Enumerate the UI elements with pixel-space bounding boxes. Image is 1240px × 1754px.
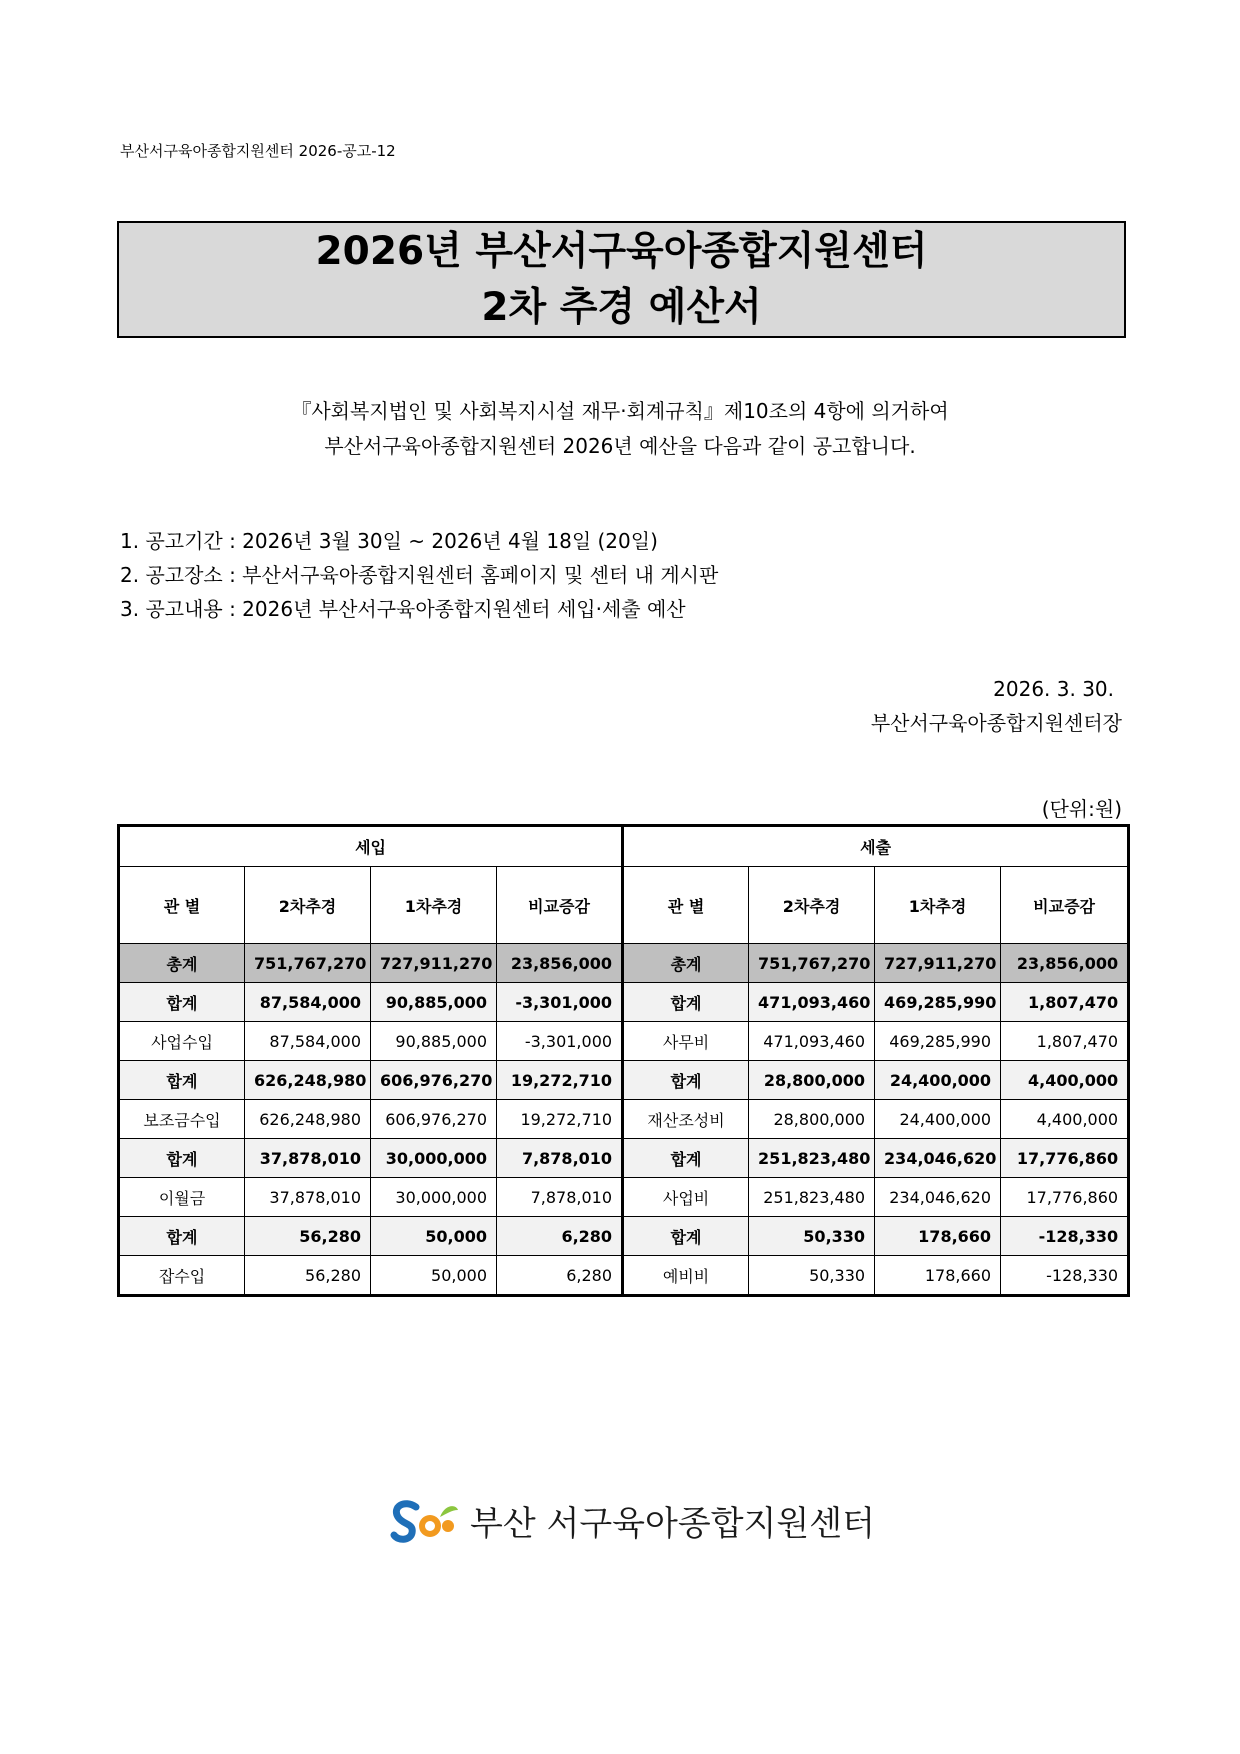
title-box [117,221,1126,338]
expense-first-revision-cell: 24,400,000 [875,1100,1001,1139]
table-row [119,1139,1129,1178]
expense-col-second-revision: 2차추경 [749,867,875,944]
expense-col-category: 관 별 [623,867,749,944]
expense-second-revision-cell: 471,093,460 [749,1022,875,1061]
expense-category-cell: 합계 [623,1217,749,1256]
expense-first-revision-cell: 24,400,000 [875,1061,1001,1100]
table-row [119,1022,1129,1061]
revenue-category-cell: 합계 [119,983,245,1022]
table-row [119,1217,1129,1256]
revenue-group-header: 세입 [119,826,623,867]
revenue-difference-cell: 19,272,710 [497,1100,623,1139]
center-logo-icon [390,1495,460,1545]
expense-category-cell: 합계 [623,983,749,1022]
expense-difference-cell: 1,807,470 [1001,983,1129,1022]
revenue-second-revision-cell: 626,248,980 [245,1100,371,1139]
revenue-second-revision-cell: 87,584,000 [245,1022,371,1061]
expense-difference-cell: 4,400,000 [1001,1100,1129,1139]
expense-category-cell: 사업비 [623,1178,749,1217]
notice-date: 2026. 3. 30. [993,677,1114,701]
revenue-difference-cell: -3,301,000 [497,983,623,1022]
intro-line-1: 『사회복지법인 및 사회복지시설 재무·회계규칙』제10조의 4항에 의거하여 [291,399,949,423]
title-line-1: 2026년 부산서구육아종합지원센터 [315,228,928,274]
document-number: 부산서구육아종합지원센터 2026-공고-12 [120,142,396,160]
expense-second-revision-cell: 471,093,460 [749,983,875,1022]
revenue-second-revision-cell: 751,767,270 [245,944,371,983]
date-signature-block [871,672,1122,740]
revenue-category-cell: 총계 [119,944,245,983]
table-row [119,983,1129,1022]
revenue-category-cell: 사업수입 [119,1022,245,1061]
expense-first-revision-cell: 178,660 [875,1217,1001,1256]
revenue-difference-cell: 7,878,010 [497,1139,623,1178]
revenue-col-category: 관 별 [119,867,245,944]
expense-first-revision-cell: 727,911,270 [875,944,1001,983]
intro-line-2: 부산서구육아종합지원센터 2026년 예산을 다음과 같이 공고합니다. [324,434,916,458]
expense-first-revision-cell: 234,046,620 [875,1178,1001,1217]
revenue-difference-cell: 7,878,010 [497,1178,623,1217]
revenue-col-second-revision: 2차추경 [245,867,371,944]
revenue-second-revision-cell: 56,280 [245,1217,371,1256]
notice-item-content: 3. 공고내용 : 2026년 부산서구육아종합지원센터 세입·세출 예산 [120,597,686,621]
table-row [119,1061,1129,1100]
expense-second-revision-cell: 28,800,000 [749,1061,875,1100]
notice-item-place: 2. 공고장소 : 부산서구육아종합지원센터 홈페이지 및 센터 내 게시판 [120,563,719,587]
revenue-first-revision-cell: 30,000,000 [371,1178,497,1217]
revenue-first-revision-cell: 606,976,270 [371,1061,497,1100]
expense-difference-cell: 4,400,000 [1001,1061,1129,1100]
expense-second-revision-cell: 28,800,000 [749,1100,875,1139]
expense-first-revision-cell: 178,660 [875,1256,1001,1296]
expense-first-revision-cell: 234,046,620 [875,1139,1001,1178]
revenue-category-cell: 합계 [119,1139,245,1178]
expense-category-cell: 재산조성비 [623,1100,749,1139]
expense-difference-cell: -128,330 [1001,1217,1129,1256]
expense-difference-cell: 1,807,470 [1001,1022,1129,1061]
revenue-difference-cell: -3,301,000 [497,1022,623,1061]
revenue-second-revision-cell: 37,878,010 [245,1178,371,1217]
revenue-second-revision-cell: 626,248,980 [245,1061,371,1100]
revenue-first-revision-cell: 727,911,270 [371,944,497,983]
notice-item-period: 1. 공고기간 : 2026년 3월 30일 ~ 2026년 4월 18일 (20일) [120,529,658,553]
revenue-second-revision-cell: 37,878,010 [245,1139,371,1178]
expense-category-cell: 합계 [623,1139,749,1178]
revenue-category-cell: 합계 [119,1217,245,1256]
revenue-second-revision-cell: 56,280 [245,1256,371,1296]
expense-category-cell: 합계 [623,1061,749,1100]
expense-group-header: 세출 [623,826,1129,867]
expense-first-revision-cell: 469,285,990 [875,983,1001,1022]
expense-difference-cell: -128,330 [1001,1256,1129,1296]
revenue-first-revision-cell: 606,976,270 [371,1100,497,1139]
title-line-2: 2차 추경 예산서 [481,284,762,330]
expense-category-cell: 총계 [623,944,749,983]
revenue-category-cell: 보조금수입 [119,1100,245,1139]
revenue-first-revision-cell: 50,000 [371,1256,497,1296]
expense-second-revision-cell: 251,823,480 [749,1178,875,1217]
center-logo [390,1490,875,1550]
notice-items [120,524,718,626]
expense-difference-cell: 17,776,860 [1001,1178,1129,1217]
signer-name: 부산서구육아종합지원센터장 [870,711,1122,735]
intro-paragraph [0,394,1240,464]
expense-second-revision-cell: 50,330 [749,1256,875,1296]
expense-category-cell: 예비비 [623,1256,749,1296]
revenue-first-revision-cell: 90,885,000 [371,1022,497,1061]
revenue-col-first-revision: 1차추경 [371,867,497,944]
expense-second-revision-cell: 50,330 [749,1217,875,1256]
revenue-first-revision-cell: 90,885,000 [371,983,497,1022]
revenue-first-revision-cell: 50,000 [371,1217,497,1256]
expense-second-revision-cell: 251,823,480 [749,1139,875,1178]
table-row [119,1100,1129,1139]
expense-col-first-revision: 1차추경 [875,867,1001,944]
revenue-category-cell: 합계 [119,1061,245,1100]
table-row [119,944,1129,983]
revenue-first-revision-cell: 30,000,000 [371,1139,497,1178]
revenue-col-difference: 비교증감 [497,867,623,944]
expense-second-revision-cell: 751,767,270 [749,944,875,983]
unit-note: (단위:원) [1041,797,1122,821]
expense-difference-cell: 17,776,860 [1001,1139,1129,1178]
revenue-difference-cell: 6,280 [497,1217,623,1256]
expense-first-revision-cell: 469,285,990 [875,1022,1001,1061]
revenue-category-cell: 이월금 [119,1178,245,1217]
revenue-second-revision-cell: 87,584,000 [245,983,371,1022]
center-logo-text: 부산 서구육아종합지원센터 [470,1503,875,1544]
table-row [119,1256,1129,1296]
expense-category-cell: 사무비 [623,1022,749,1061]
revenue-difference-cell: 23,856,000 [497,944,623,983]
revenue-category-cell: 잡수입 [119,1256,245,1296]
revenue-difference-cell: 19,272,710 [497,1061,623,1100]
expense-col-difference: 비교증감 [1001,867,1129,944]
expense-difference-cell: 23,856,000 [1001,944,1129,983]
revenue-difference-cell: 6,280 [497,1256,623,1296]
budget-table [117,824,1130,1297]
table-row [119,1178,1129,1217]
